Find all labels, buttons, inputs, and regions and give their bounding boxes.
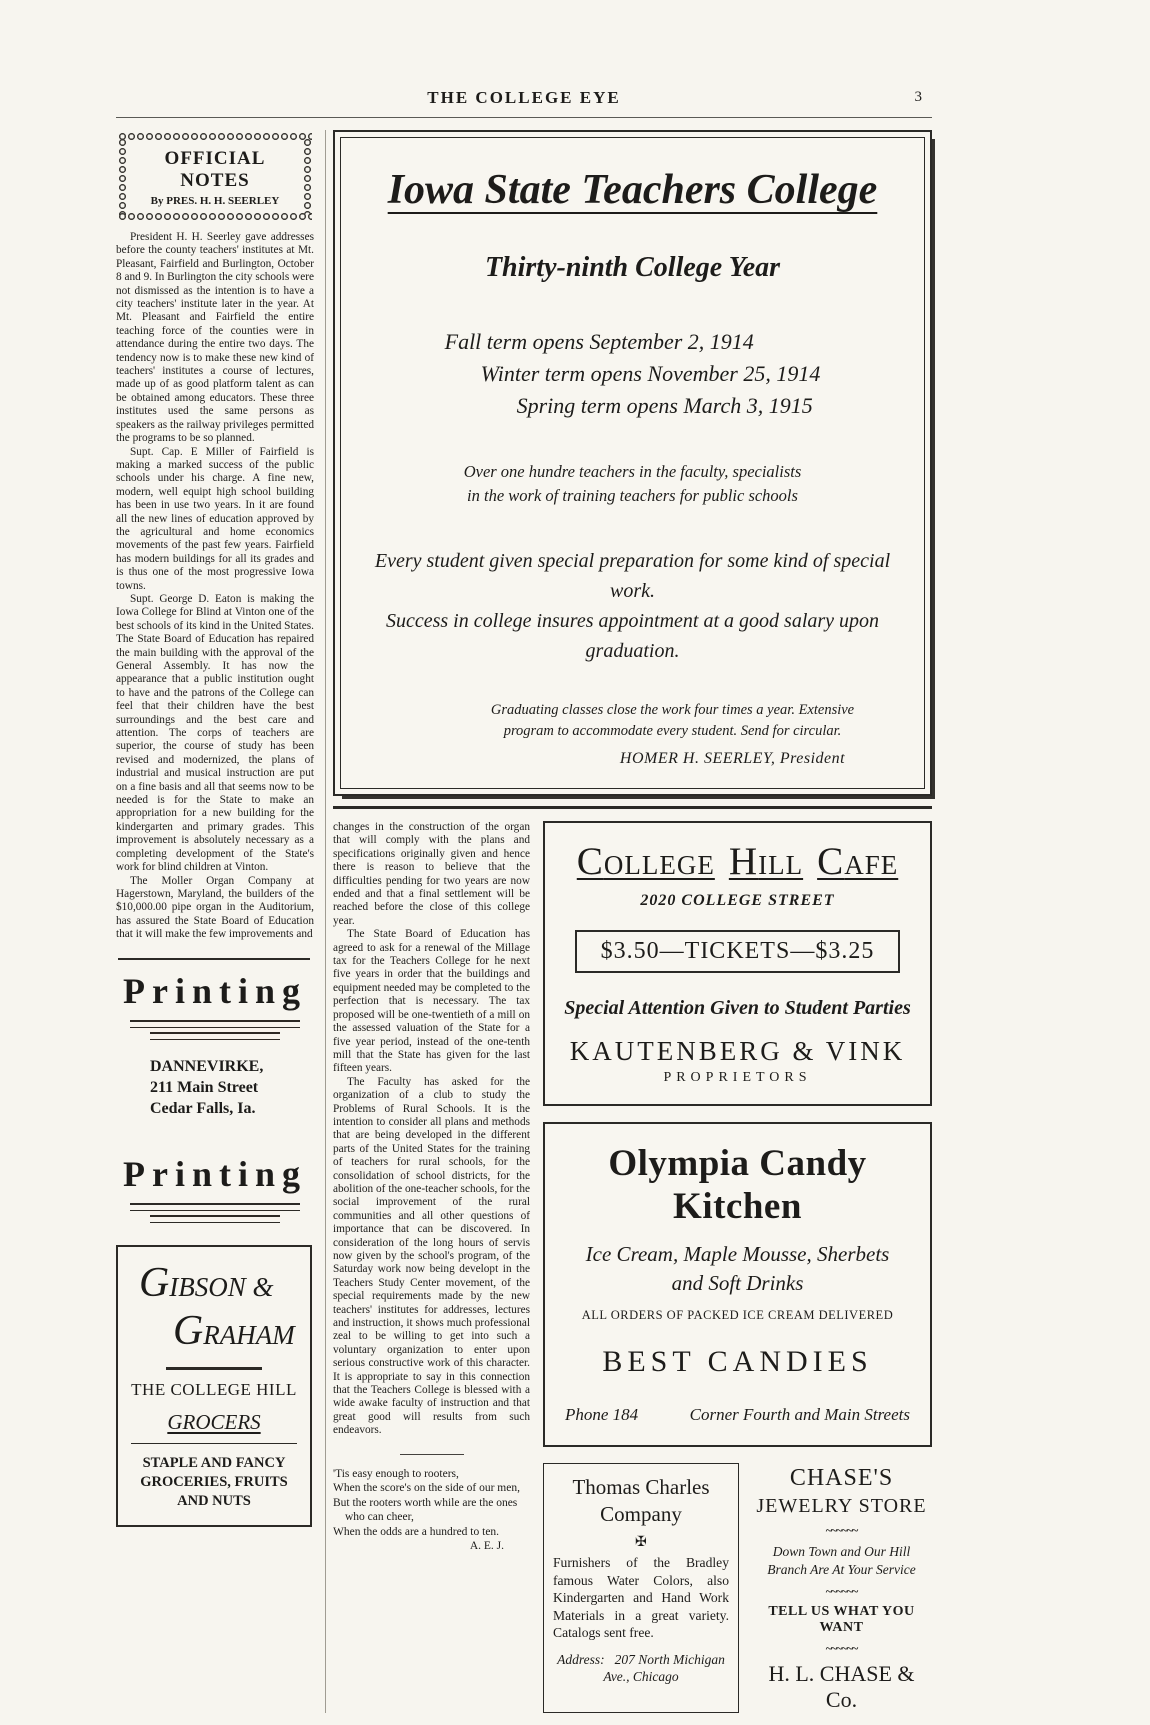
divider-rule bbox=[333, 806, 932, 809]
chase-tagline bbox=[751, 1543, 932, 1579]
istc-faculty-note bbox=[359, 460, 906, 508]
olympia-items-line: Ice Cream, Maple Mousse, Sherbets bbox=[585, 1242, 890, 1266]
olympia-contact-row bbox=[557, 1405, 918, 1425]
istc-graduating-line: program to accommodate every student. Send for circular. bbox=[503, 723, 842, 739]
istc-term-line: Winter term opens November 25, 1914 bbox=[480, 361, 821, 386]
double-rule bbox=[150, 1032, 280, 1040]
scallop-border-right bbox=[303, 138, 312, 215]
left-column bbox=[116, 130, 326, 1713]
gibson-name-line: GIBSON & bbox=[139, 1259, 274, 1306]
olympia-location: Corner Fourth and Main Streets bbox=[689, 1405, 910, 1424]
thomas-name-line: Company bbox=[600, 1502, 682, 1526]
istc-faculty-line: Over one hundre teachers in the faculty, specialists bbox=[463, 462, 802, 481]
official-notes-box bbox=[118, 132, 312, 221]
cafe-name bbox=[557, 839, 918, 884]
chase-tagline-line: Down Town and Our Hill bbox=[772, 1544, 911, 1559]
printing-address-line: 211 Main Street bbox=[150, 1078, 259, 1096]
scallop-border-bottom bbox=[118, 212, 312, 221]
istc-promise-note bbox=[359, 546, 906, 666]
gibson-grocers-label: GROCERS bbox=[167, 1409, 261, 1434]
poem-line: 'Tis easy enough to rooters, bbox=[333, 1467, 459, 1480]
divider-rule bbox=[166, 1367, 262, 1370]
olympia-phone: Phone 184 bbox=[565, 1405, 639, 1424]
article-paragraph: changes in the construction of the organ that will comply with the plans and specifications originally given and hence there is reason to believe that the difficulties pending for two years are now ended and that a final settlement will be reached before the close of this college year. bbox=[333, 821, 530, 927]
cafe-name-word: HILL bbox=[728, 840, 804, 883]
official-notes-article bbox=[116, 231, 314, 942]
masthead-title: THE COLLEGE EYE bbox=[427, 88, 621, 107]
thomas-address-label: Address: bbox=[557, 1651, 605, 1667]
bottom-row bbox=[333, 821, 932, 1713]
olympia-items bbox=[557, 1240, 918, 1298]
page-content bbox=[116, 88, 932, 1713]
cafe-name-word: COLLEGE bbox=[576, 840, 715, 883]
double-rule bbox=[130, 1020, 300, 1028]
ads-column bbox=[543, 821, 932, 1713]
wavy-ornament-icon: ~~~~~~ bbox=[825, 1584, 858, 1598]
olympia-delivery-note: ALL ORDERS OF PACKED ICE CREAM DELIVERED bbox=[581, 1308, 894, 1322]
chase-jewelry-ad bbox=[751, 1463, 932, 1713]
official-notes-title: OFFICIAL NOTES bbox=[164, 148, 266, 191]
istc-president-signature: HOMER H. SEERLEY, President bbox=[619, 750, 846, 767]
thomas-charles-ad bbox=[543, 1463, 739, 1713]
chase-tagline-line: Branch Are At Your Service bbox=[767, 1562, 916, 1577]
divider-rule bbox=[400, 1454, 464, 1455]
istc-subtitle: Thirty-ninth College Year bbox=[484, 252, 781, 283]
istc-graduating-line: Graduating classes close the work four times a year. Extensive bbox=[490, 702, 855, 718]
official-notes-byline: By PRES. H. H. SEERLEY bbox=[150, 195, 280, 207]
istc-promise-line: Success in college insures appointment at a good salary upon graduation. bbox=[385, 610, 880, 662]
poem-line: When the score's on the side of our men, bbox=[333, 1482, 520, 1495]
thomas-address-value: 207 North Michigan Ave., Chicago bbox=[603, 1651, 725, 1684]
double-rule bbox=[150, 1215, 280, 1223]
istc-term-dates bbox=[445, 326, 821, 422]
article-paragraph: The State Board of Education has agreed to ask for a renewal of the Millage tax for the Teachers College for he next five years in order that the buildings and equipment needed may be completed to the perfection that is necessary. The tax proposed will be one-twentieth of a mill on the assessed valuation of the State for a five year period, instead of the one-tenth mill that the State has given for the last fifteen years. bbox=[333, 928, 530, 1075]
printing-ad-title: Printing bbox=[122, 1153, 307, 1194]
cafe-tickets-wrap bbox=[557, 930, 918, 973]
thomas-description: Furnishers of the Bradley famous Water Colors, also Kindergarten and Hand Work Materials in a great variety. Catalogs sent free. bbox=[553, 1555, 729, 1640]
chase-name: CHASE'S bbox=[789, 1465, 894, 1491]
olympia-name: Olympia Candy Kitchen bbox=[608, 1143, 867, 1227]
college-hill-cafe-ad bbox=[543, 821, 932, 1106]
article-continuation bbox=[333, 821, 530, 1438]
gibson-tagline: THE COLLEGE HILL bbox=[131, 1379, 297, 1399]
istc-title: Iowa State Teachers College bbox=[387, 167, 878, 213]
cafe-proprietor-names: KAUTENBERG & VINK bbox=[569, 1036, 906, 1066]
page-number: 3 bbox=[914, 89, 922, 105]
spacer bbox=[116, 1125, 314, 1143]
cross-ornament-icon: ✠ bbox=[635, 1534, 647, 1550]
istc-term-line: Fall term opens September 2, 1914 bbox=[444, 329, 754, 354]
page-header bbox=[116, 88, 932, 118]
istc-faculty-line: in the work of training teachers for public schools bbox=[467, 486, 798, 505]
poem-line: But the rooters worth while are the ones who can cheer, bbox=[333, 1496, 518, 1524]
istc-term-line: Spring term opens March 3, 1915 bbox=[516, 393, 813, 418]
thomas-address bbox=[553, 1651, 729, 1685]
gibson-graham-ad bbox=[116, 1245, 312, 1527]
double-rule bbox=[130, 1203, 300, 1211]
wavy-ornament-icon: ~~~~~~ bbox=[825, 1641, 858, 1655]
printing-ad-2 bbox=[116, 1153, 314, 1223]
wavy-ornament-icon: ~~~~~~ bbox=[825, 1523, 858, 1537]
right-area bbox=[333, 130, 932, 1713]
gibson-description: STAPLE AND FANCY GROCERIES, FRUITS AND NUTS bbox=[140, 1454, 288, 1509]
scallop-border-top bbox=[118, 132, 312, 141]
printing-ad-title: Printing bbox=[122, 970, 307, 1011]
divider-rule bbox=[131, 1443, 297, 1444]
article-paragraph: Supt. Cap. E Miller of Fairfield is making a marked success of the public schools under his charge. A fine new, modern, well equipt high school building has been in use two years. In it are found all the new lines of education approved by the agricultural and home economics movements of the past few years. Fairfield has modern buildings for all its grades and is thus one of the most progressive Iowa towns. bbox=[116, 445, 314, 592]
article-paragraph: Supt. George D. Eaton is making the Iowa College for Blind at Vinton one of the best schools of its kind in the United States. The State Board of Education has repaired the main building with the approval of the General Assembly. It has now the appearance that a public institution ought to have and the patrons of the College can feel that their children have the best surroundings and the best care and attention. The corps of teachers are superior, the course of study has been revised and modernized, the plans of industrial and musical instruction are put on a fine basis and all that seems now to be needed is for the State to make an appropriation for a new building for the kindergarten and primary grades. This improvement is absolutely necessary as a completing development of the State's work for blind children at Vinton. bbox=[116, 592, 314, 874]
cafe-name-word: CAFE bbox=[817, 840, 899, 883]
istc-ad bbox=[333, 130, 932, 796]
olympia-candy-kitchen-ad bbox=[543, 1122, 932, 1447]
bottom-ads-row bbox=[543, 1463, 932, 1713]
cafe-tickets-price: $3.50—TICKETS—$3.25 bbox=[575, 930, 901, 973]
article-paragraph: The Faculty has asked for the organization of a club to study the Problems of Rural Schools. It is the intention to consider all plans and methods that are being developed in the different parts of the United States for the training of teachers for rural schools, for the consolidation of school districts, for the abolition of the one-teacher schools, for the social improvement of the rural communities and all other questions of importance that can be discovered. In consideration of the long hours of servis now given by the school's program, of the Saturday work now being developt in the Teachers Study Center movement, of the special requirements made by the new teachers' institutes for addresses, lectures and instruction, it shows much professional zeal to be willing to get into such a voluntary organization to enter upon serious constructive work of this character. It is appropriate to say in this connection that the Teachers College is blessed with a wide awake faculty of instruction and that great good will results from such endeavors. bbox=[333, 1075, 530, 1437]
divider-rule bbox=[118, 958, 310, 960]
article-paragraph: President H. H. Seerley gave addresses before the county teachers' institutes at Mt. Pleasant, Fairfield and Burlington, October 8 and 9. In Burlington the city schools were not dismissed as the intention is to have a city teachers' institute later in the year. At Mt. Pleasant and Fairfield the entire teaching force of the counties were in attendance during the entire two days. The tendency now is to make these new kind of teachers' institutes a course of lectures, made up of as good platform talent as can be obtained among educators. These three institutes used the same persons as speakers as the railway privileges permitted the programs to be so planned. bbox=[116, 231, 314, 445]
cafe-attention-line: Special Attention Given to Student Parties bbox=[564, 997, 911, 1019]
printing-address-line: DANNEVIRKE, bbox=[150, 1057, 264, 1075]
printing-ad-1 bbox=[116, 970, 314, 1119]
istc-graduating-note bbox=[359, 700, 906, 742]
poem-line: When the odds are a hundred to ten. bbox=[333, 1525, 500, 1538]
cafe-street-address: 2020 COLLEGE STREET bbox=[640, 892, 835, 909]
gibson-name-line: GRAHAM bbox=[173, 1307, 295, 1354]
cafe-proprietors-label: PROPRIETORS bbox=[663, 1070, 812, 1085]
rooters-poem bbox=[333, 1467, 530, 1554]
printing-address-line: Cedar Falls, Ia. bbox=[150, 1099, 256, 1117]
poem-attribution: A. E. J. bbox=[469, 1540, 504, 1553]
olympia-items-line: and Soft Drinks bbox=[671, 1271, 804, 1295]
istc-ad-inner bbox=[340, 137, 925, 789]
page-body bbox=[116, 130, 932, 1713]
istc-promise-line: Every student given special preparation for some kind of special work. bbox=[374, 550, 891, 602]
printing-ad-address bbox=[150, 1056, 314, 1119]
article-paragraph: The Moller Organ Company at Hagerstown, Maryland, the builders of the $10,000.00 pipe organ in the Auditorium, has assured the State Board of Education that it will make the few improvements and bbox=[116, 874, 314, 941]
thomas-charles-name bbox=[553, 1474, 729, 1528]
chase-tell-us-line: TELL US WHAT YOU WANT bbox=[768, 1604, 915, 1635]
middle-column bbox=[333, 821, 530, 1713]
scallop-border-left bbox=[118, 138, 127, 215]
chase-company-name: H. L. CHASE & Co. bbox=[768, 1661, 915, 1712]
thomas-name-line: Thomas Charles bbox=[572, 1475, 710, 1499]
olympia-best-candies: BEST CANDIES bbox=[602, 1345, 873, 1378]
chase-subtitle: JEWELRY STORE bbox=[756, 1495, 927, 1517]
